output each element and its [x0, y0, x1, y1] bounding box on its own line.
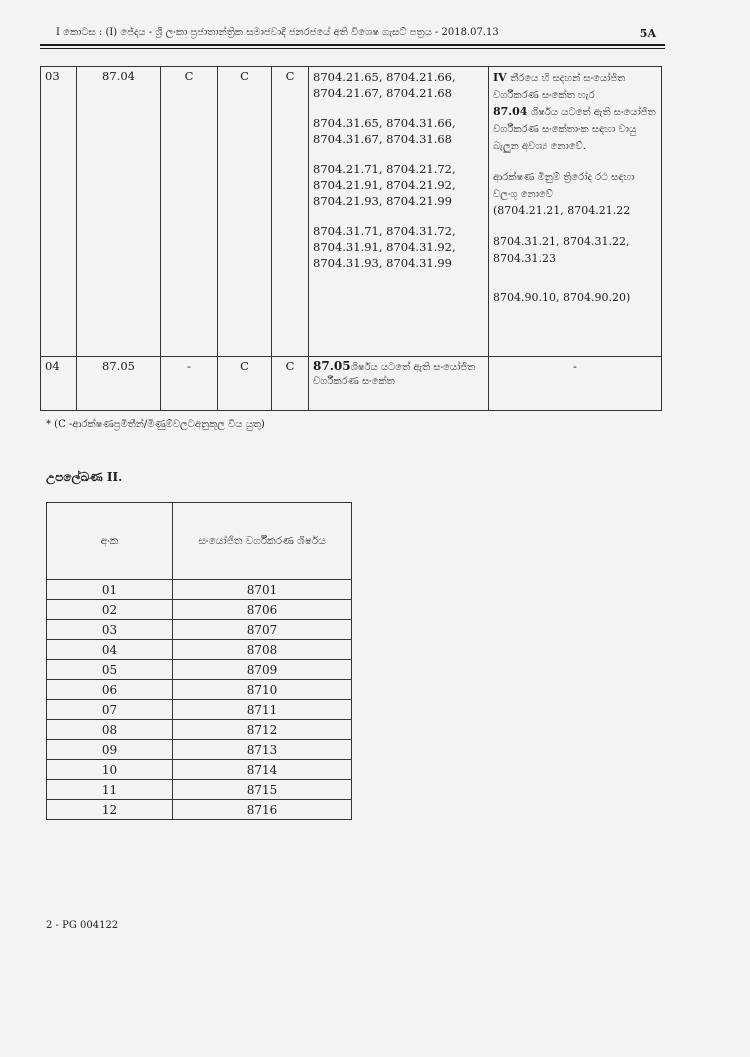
table-row [47, 720, 352, 740]
heading-code: 8707 [173, 620, 352, 640]
footnote: * (C -ආරක්ෂණප්‍රමිතීන්/මිණුම්වලටඅනුකූල විය යුතු) [46, 419, 265, 430]
heading-code: 87.04 [77, 67, 161, 357]
remark-text: ආරක්ෂණ මිනුම් ත්‍රිරෝද රථ සඳහා වලංගු නොවේ [493, 172, 635, 200]
page-number: 5A [639, 27, 656, 40]
remark-bold: 87.04 [493, 105, 528, 118]
header-rule [40, 44, 665, 46]
row-number: 01 [47, 580, 173, 600]
requirement-cell: - [161, 357, 218, 411]
remark-codes: 8704.90.10, 8704.90.20) [493, 291, 631, 304]
page-footer: 2 - PG 004122 [46, 920, 119, 931]
table-row [47, 740, 352, 760]
code-text: ශිර්ෂය යටතේ ඇති සංයෝජිත වර්ගීකරණ සංකේත [313, 362, 476, 387]
row-number: 09 [47, 740, 173, 760]
appendix-title: උපලේඛණ II. [46, 470, 123, 484]
heading-code: 8711 [173, 700, 352, 720]
row-number: 02 [47, 600, 173, 620]
code-group: 8704.31.65, 8704.31.66, 8704.31.67, 8704.31.68 [313, 116, 456, 146]
appendix-table [46, 502, 352, 820]
table-row [47, 580, 352, 600]
column-header: සංයෝජිත වර්ගීකරණ ශිර්ෂය [173, 503, 352, 580]
row-number: 04 [47, 640, 173, 660]
table-row [47, 760, 352, 780]
row-number: 11 [47, 780, 173, 800]
heading-code: 8714 [173, 760, 352, 780]
remark-codes: 8704.31.21, 8704.31.22, 8704.31.23 [493, 235, 630, 265]
classification-codes [309, 67, 489, 357]
heading-code: 8706 [173, 600, 352, 620]
code-bold: 87.05 [313, 359, 351, 373]
table-row [47, 700, 352, 720]
heading-code: 8713 [173, 740, 352, 760]
heading-code: 8710 [173, 680, 352, 700]
row-number: 08 [47, 720, 173, 740]
table-row [41, 357, 662, 411]
classification-codes [309, 357, 489, 411]
heading-code: 8712 [173, 720, 352, 740]
table-row [41, 67, 662, 357]
row-number: 07 [47, 700, 173, 720]
row-number: 12 [47, 800, 173, 820]
row-number: 03 [47, 620, 173, 640]
row-number: 05 [47, 660, 173, 680]
requirement-cell: C [272, 357, 309, 411]
table-row [47, 640, 352, 660]
row-number: 06 [47, 680, 173, 700]
requirement-cell: C [161, 67, 218, 357]
row-number: 10 [47, 760, 173, 780]
remarks-cell [489, 67, 662, 357]
table-row [47, 620, 352, 640]
remark-codes: (8704.21.21, 8704.21.22 [493, 204, 631, 217]
heading-code: 8701 [173, 580, 352, 600]
table-row [47, 780, 352, 800]
remark-bold: IV [493, 71, 507, 84]
code-group: 8704.21.71, 8704.21.72, 8704.21.91, 8704.21.92, 8704.21.93, 8704.21.99 [313, 162, 456, 208]
table-row [47, 660, 352, 680]
table-row [47, 800, 352, 820]
column-header: අංක [47, 503, 173, 580]
header-text: I කොටස : (I) ජේදය - ශ්‍රී ලංකා ප්‍රජාතාන්ත්‍රික සමාජවාදී ජනරජයේ අති විශෙෂ ගැසට් පත්‍රය - 2018.07.13 [56, 27, 499, 38]
table-row [47, 600, 352, 620]
heading-code: 8715 [173, 780, 352, 800]
page-header [56, 27, 656, 40]
requirement-cell: C [218, 67, 272, 357]
heading-code: 8716 [173, 800, 352, 820]
remark-text: ශිර්ෂය යටතේ ඇති සංයෝජිත වර්ගීකරණ සංකේතාංක සඳහා වායු බැලුන අවශ්‍ය නොවේ. [493, 107, 656, 152]
heading-code: 8709 [173, 660, 352, 680]
heading-code: 8708 [173, 640, 352, 660]
row-number: 04 [41, 357, 77, 411]
requirement-cell: C [218, 357, 272, 411]
remarks-cell: - [489, 357, 662, 411]
row-number: 03 [41, 67, 77, 357]
tariff-table [40, 66, 662, 411]
heading-code: 87.05 [77, 357, 161, 411]
requirement-cell: C [272, 67, 309, 357]
remark-text: තීරයෙ හි සදහන් සංයෝජිත වර්ගීකරණ සංකේත හැර [493, 73, 626, 101]
table-header-row [47, 503, 352, 580]
header-rule-thin [40, 48, 665, 49]
code-group: 8704.21.65, 8704.21.66, 8704.21.67, 8704.21.68 [313, 70, 456, 100]
code-group: 8704.31.71, 8704.31.72, 8704.31.91, 8704.31.92, 8704.31.93, 8704.31.99 [313, 224, 456, 270]
table-row [47, 680, 352, 700]
